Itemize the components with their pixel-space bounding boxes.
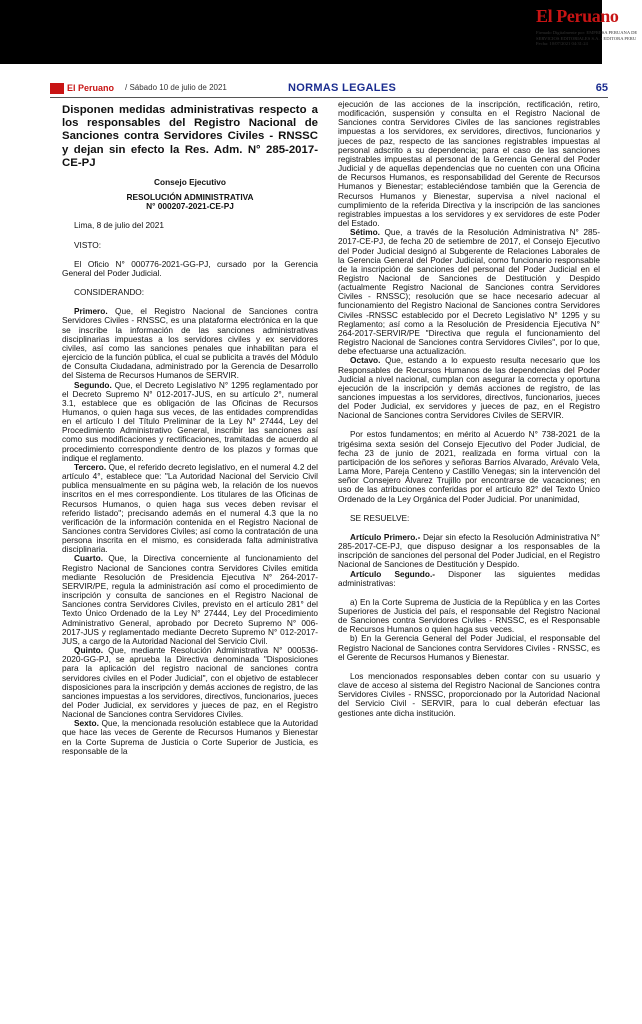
top-black-bar xyxy=(0,0,602,64)
masthead xyxy=(536,6,640,47)
digital-signature: Firmado Digitalmente por: EMPRESA PERUANA DE SERVICIOS EDITORIALES S.A. - EDITORA PERU Fecha: 10/07/2021 04:31:24 xyxy=(536,30,638,47)
el-peruano-logo: El Peruano xyxy=(536,6,619,26)
left-column xyxy=(62,101,318,756)
resolution-number: N° 000207-2021-CE-PJ xyxy=(146,201,234,212)
item-b: b) En la Gerencia General del Poder Judicial, el responsable del Registro Nacional de Sanciones contra Servidores Civiles - RNSSC, es el Gerente de Recursos Humanos y Bienestar. xyxy=(338,633,600,662)
closing-paragraph: Los mencionados responsables deben contar con su usuario y clave de acceso al sistema del Registro Nacional de Sanciones contra Servidores Civiles - RNSSC, proporcionado por la Autoridad Nacional del Servicio Civil - SERVIR, para lo cual deberán efectuar las gestiones ante dicha institución. xyxy=(338,670,600,718)
shield-icon xyxy=(50,83,64,94)
paragraph-cuarto: Cuarto. Que, la Directiva concerniente al funcionamiento del Registro Nacional de Sanciones contra Servidores Civiles emitida mediante Resolución de Presidencia Ejecutiva N° 264-2017-SERVIR/PE, regula la administración así como el procedimiento de inscripción y consulta de sanciones en el Registro Nacional de Sanciones contra Servidores Civiles, previsto en el artículo 281° del Texto Único Ordenado de la Ley N° 27444, Ley del Procedimiento Administrativo General, aprobado por Decreto Supremo N° 006-2017-JUS y reglamentado mediante Decreto Supremo N° 012-2017-JUS, a cargo de la Autoridad Nacional del Servicio Civil. xyxy=(62,553,318,646)
paragraph-setimo: Sétimo. Que, a través de la Resolución Administrativa N° 285-2017-CE-PJ, de fecha 20 de setiembre de 2017, el Consejo Ejecutivo del Poder Judicial designó al Subgerente de Relaciones Laborales de la Gerencia General del Poder Judicial, como funcionario responsable de la inscripción de sanciones del personal del Poder Judicial en el Registro Nacional de Sanciones de Destitución y Despido (actualmente Registro Nacional de Sanciones contra Servidores Civiles - RNSSC); resolución que se hace necesario adecuar al funcionamiento del Registro Nacional de Sanciones contra Servidores Civiles -RNSSC establecido por el Decreto Legislativo N° 1295 y su Reglamento; así como a la Resolución de Presidencia Ejecutiva N° 264-2017-SERVIR/PE "Directiva que regula el funcionamiento del Registro Nacional de Sanciones contra Servidores Civiles", por lo que, debe efectuarse una actualización. xyxy=(338,227,600,357)
fundamentos-paragraph: Por estos fundamentos; en mérito al Acuerdo N° 738-2021 de la trigésima sexta sesión del Consejo Ejecutivo del Poder Judicial, de fecha 23 de junio de 2021, realizada en forma virtual con la participación de los señores y señoras Barrios Alvarado, Arévalo Vela, Lama More, Pareja Centeno y Castillo Venegas; sin la intervención del señor Consejero Álvarez Trujillo por encontrarse de vacaciones; en uso de las atribuciones conferidas por el artículo 82° del Texto Único Ordenado de la Ley Orgánica del Poder Judicial. Por unanimidad, xyxy=(338,429,600,504)
visto-text: El Oficio N° 000776-2021-GG-PJ, cursado por la Gerencia General del Poder Judicial. xyxy=(62,258,318,278)
paragraph-primero: Primero. Que, el Registro Nacional de Sanciones contra Servidores Civiles - RNSSC, es una plataforma electrónica en la que se inscribe la información de las sanciones administrativas disciplinarias impuestas a los servidores civiles y ex servidores civiles, así como las sanciones penales que inhabilitan para el ejercicio de la función pública, el cual se publicita a través del Módulo de Consulta Ciudadana, administrado por la Gerencia de Desarrollo del Sistema de Recursos Humanos de SERVIR. xyxy=(62,306,318,381)
paragraph-octavo: Octavo. Que, estando a lo expuesto resulta necesario que los Responsables de Recursos Humanos de las dependencias del Poder Judicial a nivel nacional, cumplan con asegurar la correcta y oportuna ejecución de la inscripción y demás acciones de registro, de las sanciones impuestas a los servidores, directivos, funcionarios, jueces del Poder Judicial, ex servidores y jueces de paz, en el Registro Nacional de Sanciones contra Servidores Civiles de SERVIR. xyxy=(338,355,600,421)
paragraph-sexto-continued: ejecución de las acciones de la inscripción, rectificación, retiro, modificación, suspensión y consulta en el Registro Nacional de Sanciones contra Servidores Civiles de las sanciones registrables impuestas a los servidores, ex servidores, directivos, funcionarios y jueces de paz, respecto de las sanciones registrables impuestas al personal adscrito a su dependencia; para el caso de las sanciones registrables impuestas al personal de la Gerencia General del Poder Judicial y de aquellas dependencias que no cuenten con una Oficina de Recursos Humanos, es responsabilidad del Gerente de Recursos Humanos y Bienestar; estableciéndose también que la Gerencia de Recursos Humanos y Bienestar, supervisa a nivel nacional el cumplimiento de la referida Directiva y la inscripción de las sanciones registrables impuestas a los servidores y ex servidores de este Poder del Estado. xyxy=(338,99,600,229)
publication-name: El Peruano xyxy=(67,83,115,93)
right-column xyxy=(338,100,600,718)
article-title: Disponen medidas administrativas respecto a los responsables del Registro Nacional de Sanciones contra Servidores Civiles - RNSSC y dejan sin efecto la Res. Adm. N° 285-2017-CE-PJ xyxy=(62,104,318,169)
publication-date: / Sábado 10 de julio de 2021 xyxy=(125,83,227,92)
item-a: a) En la Corte Suprema de Justicia de la República y en las Cortes Superiores de Justicia del país, el responsable del Registro Nacional de Sanciones contra Servidores Civiles - RNSSC, es el Responsable de Recursos Humanos o quien haga sus veces. xyxy=(338,596,600,635)
page-header xyxy=(50,82,608,96)
articulo-segundo: Artículo Segundo.- Disponer las siguientes medidas administrativas: xyxy=(338,568,600,588)
resolution-title: RESOLUCIÓN ADMINISTRATIVA xyxy=(126,192,254,203)
considerando-heading: CONSIDERANDO: xyxy=(74,287,145,298)
visto-heading: VISTO: xyxy=(74,239,102,250)
place-date: Lima, 8 de julio del 2021 xyxy=(74,220,164,231)
resuelve-heading: SE RESUELVE: xyxy=(350,512,410,523)
issuing-body: Consejo Ejecutivo xyxy=(154,177,226,188)
paragraph-sexto: Sexto. Que, la mencionada resolución establece que la Autoridad que hace las veces de Gerente de Recursos Humanos y Bienestar en la Corte Suprema de Justicia o Corte Superior de Justicia, es responsable de la xyxy=(62,718,318,756)
page-number: 65 xyxy=(595,82,608,94)
section-title: NORMAS LEGALES xyxy=(288,82,397,94)
articulo-primero: Artículo Primero.- Dejar sin efecto la Resolución Administrativa N° 285-2017-CE-PJ, que dispuso designar a los responsables de la inscripción de sanciones del personal del Poder Judicial, en el Registro Nacional de Sanciones de Destitución y Despido. xyxy=(338,531,600,570)
paragraph-tercero: Tercero. Que, el referido decreto legislativo, en el numeral 4.2 del artículo 4°, establece que: "La Autoridad Nacional del Servicio Civil publica mensualmente en su página web, la relación de los nuevos inscritos en el mes correspondiente. Los titulares de las Oficinas de Recursos Humanos, o quien haga sus veces deben revisar el referido listado"; precisando además en el numeral 4.3 que la no verificación de la información contenida en el Registro Nacional de Sanciones contra Servidores Civiles; así como la contratación de una persona inscrita en el mismo, es considerada falta administrativa disciplinaria. xyxy=(62,461,318,555)
paragraph-segundo: Segundo. Que, el Decreto Legislativo N° 1295 reglamentado por el Decreto Supremo N° 012-2017-JUS, en su artículo 2°, numeral 3.1, establece que es obligación de las Oficinas de Recursos Humanos, o quien haga sus veces, de las entidades comprendidas en el artículo I del Título Preliminar de la Ley N° 27444, Ley del Procedimiento Administrativo General, inscribir las sanciones así como sus modificaciones y rectificaciones, tramitadas de acuerdo al procedimiento correspondiente dentro de los plazos y formas que indique el reglamento. xyxy=(62,379,318,463)
paragraph-quinto: Quinto. Que, mediante Resolución Administrativa N° 000536-2020-GG-PJ, se aprueba la Directiva denominada "Disposiciones para la aplicación del registro nacional de sanciones contra servidores civiles en el Poder Judicial", con el objetivo de establecer disposiciones para la inscripción y demás acciones de registro, de las sanciones impuestas a los servidores, directivos, funcionarios, jueces del Poder Judicial, ex servidores y jueces de paz, en el Registro Nacional de Sanciones contra Servidores Civiles. xyxy=(62,645,318,720)
header-divider xyxy=(50,97,608,98)
